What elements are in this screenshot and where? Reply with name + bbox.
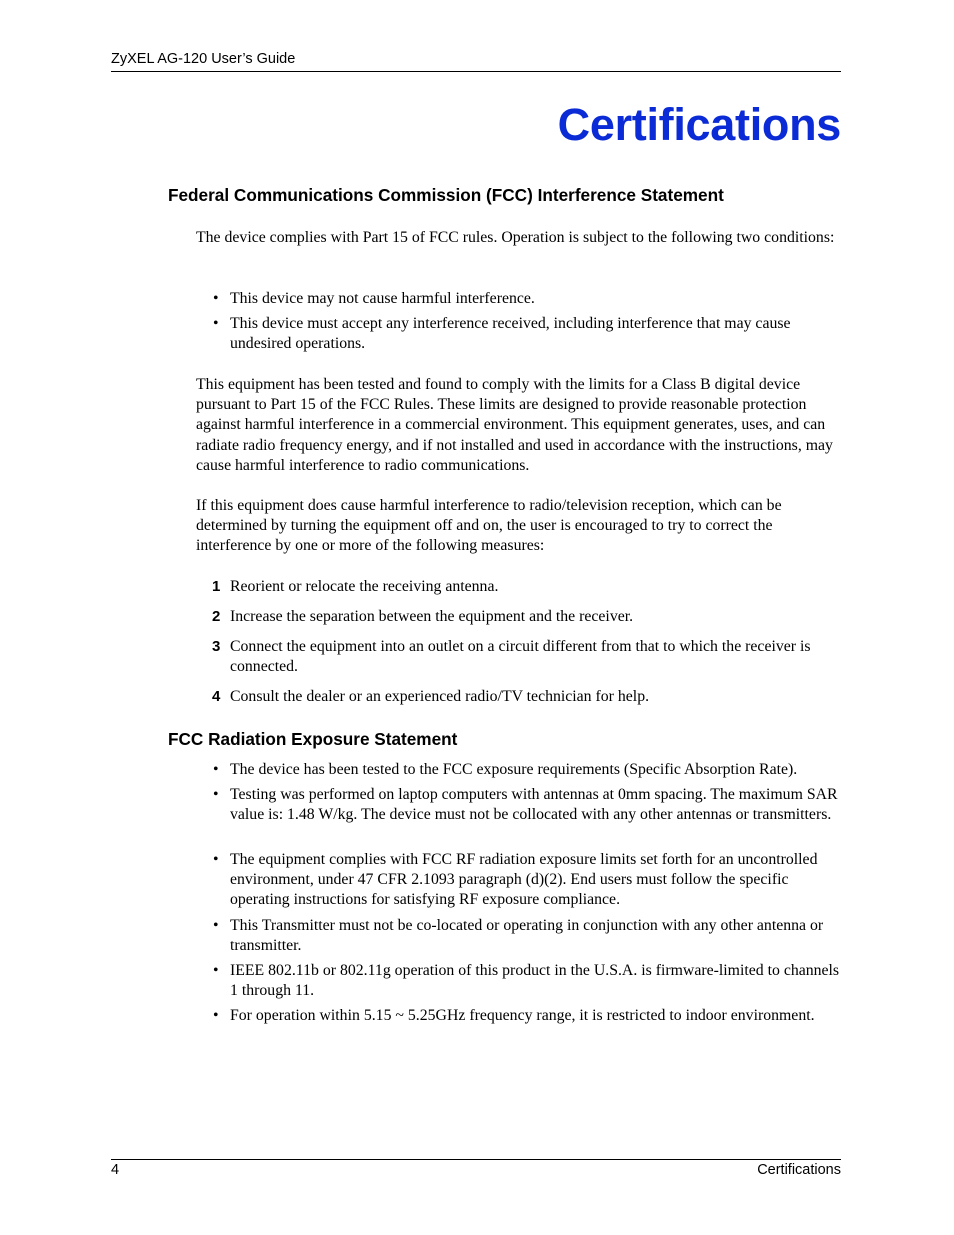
footer-section-title: Certifications bbox=[757, 1162, 841, 1178]
radiation-item-text: IEEE 802.11b or 802.11g operation of this product in the U.S.A. is firmware-limited to channels 1 through 11. bbox=[230, 962, 840, 1000]
radiation-item-text: This Transmitter must not be co-located or operating in conjunction with any other antenna or transmitter. bbox=[230, 917, 824, 955]
bullet-marker: • bbox=[213, 851, 219, 868]
interference-measures-intro: If this equipment does cause harmful interference to radio/television reception, which can be determined by turning the equipment off and on, the user is encouraged to try to correct the interference by one or more of the following measures: bbox=[196, 497, 782, 555]
radiation-list-item bbox=[213, 916, 841, 956]
page-number: 4 bbox=[111, 1162, 120, 1178]
radiation-list-item bbox=[213, 850, 841, 911]
fcc-radiation-heading: FCC Radiation Exposure Statement bbox=[168, 729, 458, 749]
radiation-item-text: For operation within 5.15 ~ 5.25GHz frequency range, it is restricted to indoor environment. bbox=[230, 1007, 815, 1024]
bullet-marker: • bbox=[213, 761, 219, 778]
measure-number: 2 bbox=[212, 608, 221, 625]
radiation-list-item bbox=[213, 961, 841, 1001]
radiation-item-text: The equipment complies with FCC RF radiation exposure limits set forth for an uncontrolled environment, under 47 CFR 2.1093 paragraph (d)(2). End users must follow the specific operating instructions for satisfying RF exposure compliance. bbox=[230, 851, 818, 909]
measure-number: 4 bbox=[212, 688, 221, 705]
measure-list-item bbox=[212, 607, 841, 627]
measure-list-item bbox=[212, 577, 841, 597]
measure-list-item bbox=[212, 637, 841, 677]
condition-list-item bbox=[213, 289, 841, 309]
radiation-list-item bbox=[213, 1006, 841, 1026]
measure-number: 3 bbox=[212, 638, 221, 655]
class-b-paragraph: This equipment has been tested and found to comply with the limits for a Class B digital device pursuant to Part 15 of the FCC Rules. These limits are designed to provide reasonable protection against harmful interference in a commercial environment. This equipment generates, uses, and can radiate radio frequency energy, and if not installed and used in accordance with the instructions, may cause harmful interference to radio communications. bbox=[196, 376, 833, 474]
condition-text: This device may not cause harmful interference. bbox=[230, 290, 535, 307]
condition-list-item bbox=[213, 314, 841, 354]
bullet-marker: • bbox=[213, 290, 219, 307]
running-header: ZyXEL AG-120 User’s Guide bbox=[111, 51, 296, 67]
fcc-interference-heading: Federal Communications Commission (FCC) Interference Statement bbox=[168, 185, 724, 205]
measure-text: Connect the equipment into an outlet on a circuit different from that to which the receiver is connected. bbox=[230, 638, 811, 676]
radiation-list-item bbox=[213, 760, 841, 780]
footer-divider bbox=[111, 1159, 841, 1160]
condition-text: This device must accept any interference received, including interference that may cause undesired operations. bbox=[230, 315, 791, 353]
page-title: Certifications bbox=[557, 99, 841, 150]
measure-text: Increase the separation between the equipment and the receiver. bbox=[230, 608, 634, 625]
radiation-item-text: Testing was performed on laptop computers with antennas at 0mm spacing. The maximum SAR value is: 1.48 W/kg. The device must not be collocated with any other antennas or transmitters. bbox=[230, 786, 838, 824]
bullet-marker: • bbox=[213, 315, 219, 332]
bullet-marker: • bbox=[213, 786, 219, 803]
fcc-intro-paragraph: The device complies with Part 15 of FCC rules. Operation is subject to the following two conditions: bbox=[196, 229, 835, 246]
measure-text: Consult the dealer or an experienced radio/TV technician for help. bbox=[230, 688, 650, 705]
header-divider bbox=[111, 71, 841, 72]
measure-list-item bbox=[212, 687, 841, 707]
measure-number: 1 bbox=[212, 578, 221, 595]
measure-text: Reorient or relocate the receiving antenna. bbox=[230, 578, 499, 595]
bullet-marker: • bbox=[213, 917, 219, 934]
bullet-marker: • bbox=[213, 1007, 219, 1024]
radiation-item-text: The device has been tested to the FCC exposure requirements (Specific Absorption Rate). bbox=[230, 761, 798, 778]
bullet-marker: • bbox=[213, 962, 219, 979]
radiation-list-item bbox=[213, 785, 841, 825]
